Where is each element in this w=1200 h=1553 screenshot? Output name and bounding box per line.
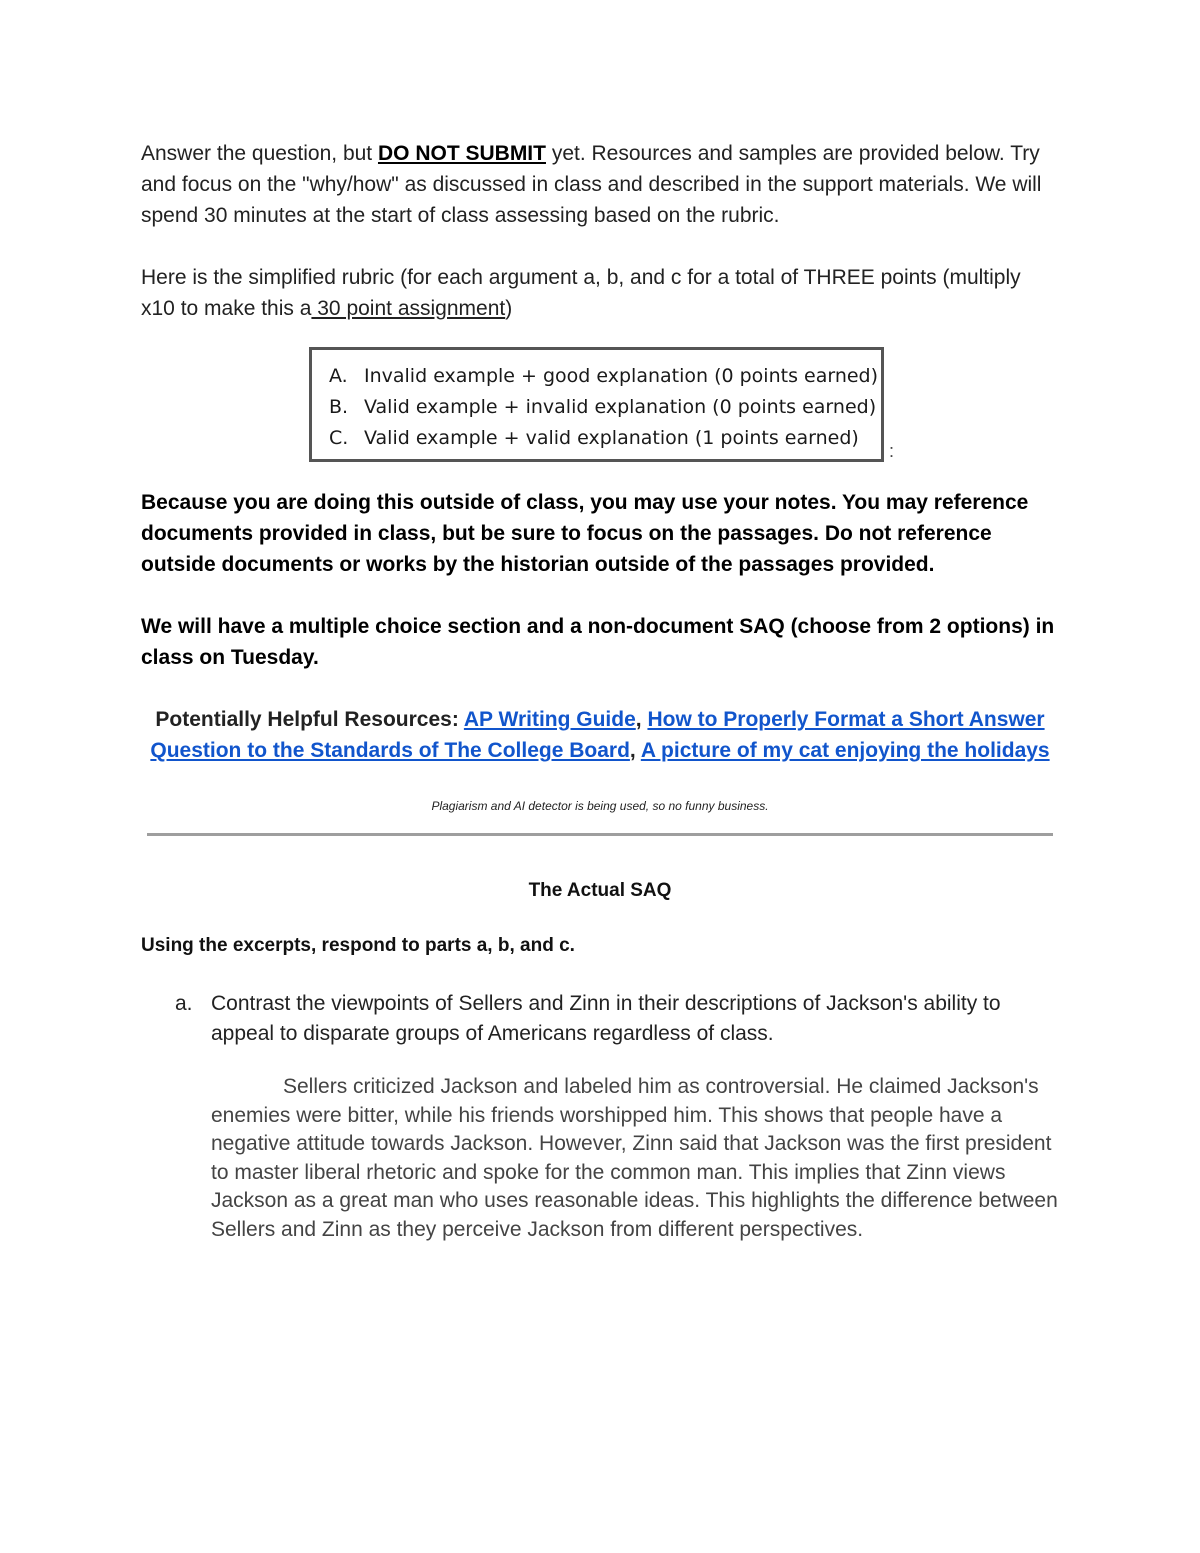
rubric-text: Valid example + invalid explanation (0 points earned) bbox=[364, 396, 877, 418]
document-page bbox=[141, 138, 1059, 1244]
rubric-letter: C. bbox=[329, 427, 349, 449]
link-separator: , bbox=[629, 739, 641, 762]
rubric-item-c bbox=[329, 423, 881, 454]
rubric-text: Valid example + valid explanation (1 points earned) bbox=[364, 427, 859, 449]
saq-format-guide-link[interactable]: How to Properly Format a Short Answer Question to the Standards of The College Board bbox=[150, 708, 1045, 762]
rubric-box bbox=[309, 347, 884, 462]
resources-label: Potentially Helpful Resources: bbox=[155, 708, 464, 731]
rubric-image bbox=[309, 347, 895, 462]
intro-text-start: Answer the question, but bbox=[141, 142, 378, 165]
rubric-intro-close: ) bbox=[505, 297, 513, 320]
tuesday-paragraph: We will have a multiple choice section and a non-document SAQ (choose from 2 options) in class on Tuesday. bbox=[141, 615, 1055, 669]
rubric-text: Invalid example + good explanation (0 points earned) bbox=[364, 365, 879, 387]
rubric-letter: A. bbox=[329, 365, 348, 387]
notes-paragraph: Because you are doing this outside of class, you may use your notes. You may reference documents provided in class, but be sure to focus on the passages. Do not reference outside documents or works by the historian outside of the passages provided. bbox=[141, 491, 1029, 576]
do-not-submit-emphasis: DO NOT SUBMIT bbox=[377, 142, 546, 165]
question-a bbox=[141, 989, 1059, 1049]
rubric-intro-paragraph bbox=[141, 262, 1059, 324]
horizontal-divider bbox=[147, 833, 1053, 836]
ap-writing-guide-link[interactable]: AP Writing Guide bbox=[463, 708, 636, 731]
rubric-intro-text: Here is the simplified rubric (for each argument a, b, and c for a total of THREE points (multiply x10 to make this a bbox=[141, 266, 1021, 320]
intro-text-end: yet. Resources and samples are provided below. Try and focus on the "why/how" as discussed in class and described in the support materials. We will spend 30 minutes at the start of class assessing based on the rubric. bbox=[141, 142, 1042, 227]
intro-paragraph bbox=[141, 138, 1059, 231]
cat-picture-link[interactable]: A picture of my cat enjoying the holidays bbox=[640, 739, 1050, 762]
rubric-item-b bbox=[329, 392, 881, 423]
point-assignment-underlined: 30 point assignment bbox=[311, 297, 506, 320]
rubric-trailing-colon: : bbox=[889, 441, 895, 461]
plagiarism-note: Plagiarism and AI detector is being used, so no funny business. bbox=[431, 799, 769, 813]
saq-instructions: Using the excerpts, respond to parts a, b, and c. bbox=[141, 935, 575, 956]
question-letter: a. bbox=[175, 992, 193, 1015]
link-separator: , bbox=[635, 708, 648, 731]
resources-paragraph bbox=[141, 704, 1059, 766]
rubric-letter: B. bbox=[329, 396, 349, 418]
answer-paragraph: Sellers criticized Jackson and labeled him as controversial. He claimed Jackson's enemies were bitter, while his friends worshipped him. This shows that people have a negative attitude towards Jackson. However, Zinn said that Jackson was the first president to master liberal rhetoric and spoke for the common man. This implies that Zinn views Jackson as a great man who uses reasonable ideas. This highlights the difference between Sellers and Zinn as they perceive Jackson from different perspectives. bbox=[211, 1075, 1058, 1241]
rubric-list bbox=[312, 350, 881, 454]
question-text: Contrast the viewpoints of Sellers and Zinn in their descriptions of Jackson's ability to appeal to disparate groups of Americans regardless of class. bbox=[211, 992, 1001, 1045]
saq-title: The Actual SAQ bbox=[528, 880, 672, 901]
rubric-item-a bbox=[329, 361, 881, 392]
